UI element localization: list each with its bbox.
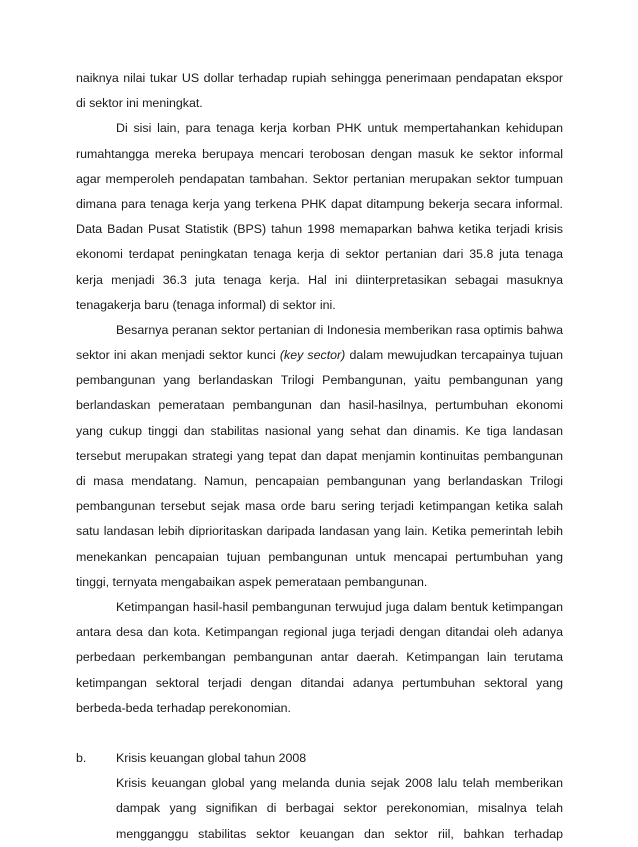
paragraph-4 <box>76 595 563 721</box>
text-line: Krisis keuangan global yang melanda dunia sejak 2008 lalu telah memberikan <box>116 776 563 791</box>
text-line: pembangunan yang berlandaskan Trilogi Pembangunan, yaitu pembangunan yang <box>76 373 563 388</box>
text-line: naiknya nilai tukar US dollar terhadap rupiah sehingga penerimaan pendapatan ekspor <box>76 71 563 85</box>
section-heading <box>76 746 563 771</box>
text-line: tenagakerja baru (tenaga informal) di sektor ini. <box>76 297 336 312</box>
text-line-with-italic <box>76 343 563 368</box>
text-line: satu landasan lebih diprioritaskan daripada landasan yang lain. Ketika pemerintah lebih <box>76 524 563 539</box>
text-line: pembangunan tersebut sejak masa orde baru sering terjadi ketimpangan ketika salah <box>76 499 563 514</box>
text-line: menekankan pencapaian tujuan pembangunan untuk mencapai pertumbuhan yang <box>76 549 563 564</box>
text-line: rumahtangga mereka berupaya mencari terobosan dengan masuk ke sektor informal <box>76 146 563 161</box>
text-line: berlandaskan pemerataan pembangunan dan hasil-hasilnya, pertumbuhan ekonomi <box>76 398 563 413</box>
text-line: berbeda-beda terhadap perekonomian. <box>76 700 291 715</box>
text-line: Besarnya peranan sektor pertanian di Indonesia memberikan rasa optimis bahwa <box>116 322 563 337</box>
text-line: di masa mendatang. Namun, pencapaian pembangunan yang berlandaskan Trilogi <box>76 474 563 488</box>
section-b <box>76 746 563 847</box>
text-line: dimana para tenaga kerja yang terkena PHK dapat ditampung bekerja secara informal. <box>76 196 563 211</box>
paragraph-3 <box>76 318 563 595</box>
text-line: ekonomi terdapat peningkatan tenaga kerja di sektor pertanian dari 35.8 juta tenaga <box>76 247 563 262</box>
text-line: Di sisi lain, para tenaga kerja korban PHK untuk mempertahankan kehidupan <box>116 121 563 136</box>
text-line: mengganggu stabilitas sektor keuangan dan sektor riil, bahkan terhadap <box>116 826 563 841</box>
text-run: dalam mewujudkan tercapainya tujuan <box>345 348 563 363</box>
text-line: dampak yang signifikan di berbagai sektor perekonomian, misalnya telah <box>116 801 563 816</box>
text-line: Data Badan Pusat Statistik (BPS) tahun 1998 memaparkan bahwa ketika terjadi krisis <box>76 222 563 237</box>
text-line: agar memperoleh pendapatan tambahan. Sektor pertanian merupakan sektor tumpuan <box>76 171 563 186</box>
text-line: tersebut merupakan strategi yang tepat dan dapat menjamin kontinuitas pembangunan <box>76 448 563 463</box>
text-line: di sektor ini meningkat. <box>76 96 203 111</box>
text-line: tinggi, ternyata mengabaikan aspek pemerataan pembangunan. <box>76 574 428 589</box>
paragraph-1 <box>76 66 563 116</box>
text-line: yang cukup tinggi dan stabilitas nasional yang sehat dan dinamis. Ke tiga landasan <box>76 423 563 438</box>
body-text <box>76 66 563 847</box>
text-line: antara desa dan kota. Ketimpangan regional juga terjadi dengan ditandai oleh adanya <box>76 625 563 640</box>
text-line: Ketimpangan hasil-hasil pembangunan terwujud juga dalam bentuk ketimpangan <box>116 599 563 614</box>
text-run: sektor ini akan menjadi sektor kunci <box>76 348 280 363</box>
italic-term: (key sector) <box>279 348 346 363</box>
text-line: perbedaan perkembangan pembangunan antar daerah. Ketimpangan lain terutama <box>76 650 563 665</box>
paragraph-gap <box>76 721 563 746</box>
text-line: kerja menjadi 36.3 juta tenaga kerja. Hal ini diinterpretasikan sebagai masuknya <box>76 272 563 287</box>
section-title: Krisis keuangan global tahun 2008 <box>116 751 307 766</box>
text-line: ketimpangan sektoral terjadi dengan ditandai adanya pertumbuhan sektoral yang <box>76 675 563 690</box>
paragraph-2 <box>76 116 563 318</box>
section-marker: b. <box>76 751 87 766</box>
